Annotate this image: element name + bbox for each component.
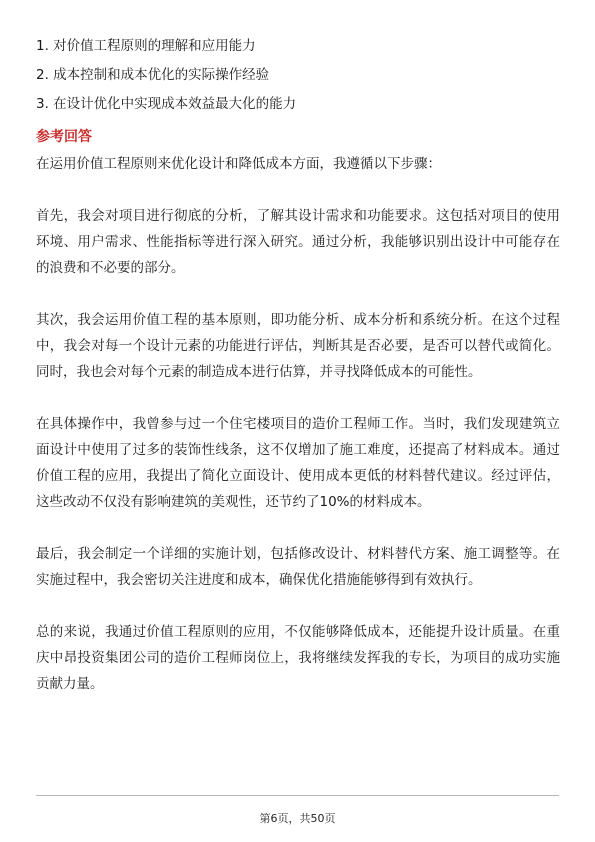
reference-answer-body (36, 151, 560, 697)
answer-paragraph-summary: 总的来说，我通过价值工程原则的应用，不仅能够降低成本，还能提升设计质量。在重庆中昂投资集团公司的造价工程师岗位上，我将继续发挥我的专长，为项目的成功实施贡献力量。 (36, 624, 560, 692)
answer-paragraph-last: 最后，我会制定一个详细的实施计划，包括修改设计、材料替代方案、施工调整等。在实施过程中，我会密切关注进度和成本，确保优化措施能够得到有效执行。 (36, 546, 560, 588)
criteria-item-2: 2. 成本控制和成本优化的实际操作经验 (36, 67, 270, 83)
answer-paragraph-first: 首先，我会对项目进行彻底的分析，了解其设计需求和功能要求。这包括对项目的使用环境、用户需求、性能指标等进行深入研究。通过分析，我能够识别出设计中可能存在的浪费和不必要的部分。 (36, 208, 560, 276)
answer-paragraph-example: 在具体操作中，我曾参与过一个住宅楼项目的造价工程师工作。当时，我们发现建筑立面设计中使用了过多的装饰性线条，这不仅增加了施工难度，还提高了材料成本。通过价值工程的应用，我提出了简化立面设计、使用成本更低的材料替代建议。经过评估，这些改动不仅没有影响建筑的美观性，还节约了10%的材料成本。 (36, 416, 560, 510)
answer-paragraph-intro: 在运用价值工程原则来优化设计和降低成本方面，我遵循以下步骤： (36, 156, 441, 172)
reference-answer-heading: 参考回答 (36, 129, 92, 145)
answer-paragraph-second: 其次，我会运用价值工程的基本原则，即功能分析、成本分析和系统分析。在这个过程中，我会对每一个设计元素的功能进行评估，判断其是否必要，是否可以替代或简化。同时，我也会对每个元素的制造成本进行估算，并寻找降低成本的可能性。 (36, 312, 560, 380)
footer-divider (36, 795, 559, 796)
criteria-item-3: 3. 在设计优化中实现成本效益最大化的能力 (36, 96, 297, 112)
criteria-item-1: 1. 对价值工程原则的理解和应用能力 (36, 38, 256, 54)
evaluation-criteria-list (36, 36, 561, 123)
page-number: 第6页，共50页 (259, 812, 336, 825)
